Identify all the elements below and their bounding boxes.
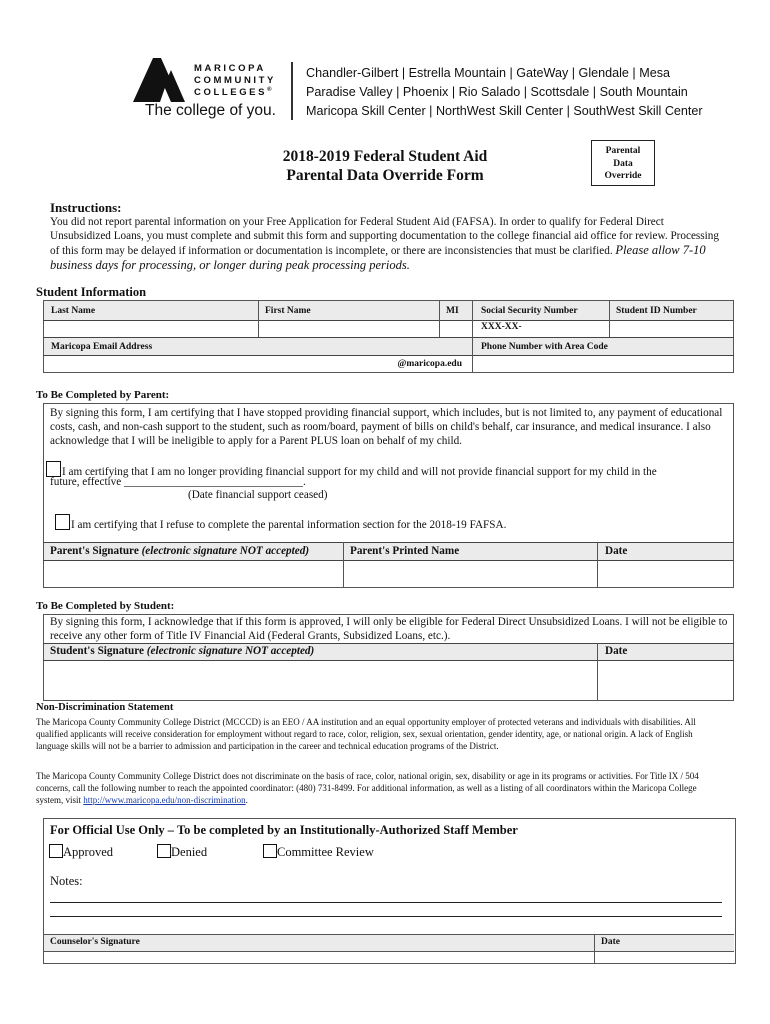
logo-text-colleges: COLLEGES®	[194, 87, 272, 98]
form-badge	[591, 140, 655, 186]
option-no-support-text: I am certifying that I am no longer providing financial support for my child and will not provide financial support for my child in the	[62, 466, 657, 478]
committee-label: Committee Review	[277, 845, 374, 859]
student-info-heading: Student Information	[36, 285, 147, 299]
committee-checkbox[interactable]	[263, 844, 277, 858]
notes-line-1[interactable]	[50, 902, 722, 903]
nondiscrimination-heading: Non-Discrimination Statement	[36, 702, 174, 713]
official-use-heading: For Official Use Only – To be completed by an Institutionally-Authorized Staff Member	[50, 823, 518, 837]
logo-tagline: The college of you.	[145, 102, 276, 119]
ssn-field[interactable]: XXX-XX-	[481, 322, 522, 332]
denied-option[interactable]	[157, 844, 207, 860]
nondiscrimination-para-2	[36, 770, 726, 806]
parent-signature-field[interactable]	[44, 561, 342, 587]
logo-text-maricopa: MARICOPA	[194, 63, 266, 74]
denied-checkbox[interactable]	[157, 844, 171, 858]
student-sign-text: By signing this form, I acknowledge that if this form is approved, I will only be eligible for Federal Direct Unsubsidized Loans. I will not be eligible to receive any other form of Title IV Financial Aid (Federal Grants, Subsidized Loans, etc.).	[50, 616, 728, 642]
student-sign-heading: To Be Completed by Student:	[36, 600, 175, 612]
parent-sig-note: (electronic signature NOT accepted)	[141, 545, 310, 557]
refuse-checkbox[interactable]	[55, 514, 70, 530]
parent-certify-text: By signing this form, I am certifying that I have stopped providing financial support, which includes, but is not limited to, any payment of educational costs, cash, and non-cash support to the student, such as room/board, payment of bills on child's behalf, car insurance, and medical insurance. I also acknowledge that I will be ineligible to apply for a Parent PLUS loan on behalf of my child.	[50, 407, 723, 447]
colleges-row-3: Maricopa Skill Center | NorthWest Skill Center | SouthWest Skill Center	[306, 104, 703, 118]
instructions-heading: Instructions:	[50, 200, 122, 215]
notes-label: Notes:	[50, 874, 83, 888]
counselor-date-label: Date	[601, 937, 620, 947]
badge-line-3: Override	[604, 171, 642, 181]
parent-date-field[interactable]	[598, 561, 733, 587]
student-id-label: Student ID Number	[616, 306, 697, 316]
phone-label: Phone Number with Area Code	[481, 342, 608, 352]
colleges-row-1: Chandler-Gilbert | Estrella Mountain | GateWay | Glendale | Mesa	[306, 66, 671, 80]
email-field[interactable]	[44, 356, 462, 372]
counselor-signature-field[interactable]	[44, 952, 593, 963]
phone-field[interactable]	[473, 356, 733, 372]
ssn-label: Social Security Number	[481, 306, 578, 316]
email-suffix: @maricopa.edu	[397, 359, 462, 369]
committee-option[interactable]	[263, 844, 374, 860]
counselor-sig-header	[44, 934, 734, 952]
nondiscrimination-para-1: The Maricopa County Community College District (MCCCD) is an EEO / AA institution and an equal opportunity employer of protected veterans and individuals with disabilities. All qualified applicants will receive consideration for employment without regard to race, color, religion, sex, sexual orientation, gender identity, age, or national origin. A lack of English language skills will not be a barrier to admission and participation in the career and technical education programs of the District.	[36, 717, 696, 751]
student-signature-field[interactable]	[44, 661, 596, 700]
badge-line-1: Parental	[605, 146, 641, 156]
parent-signature-label	[50, 545, 309, 557]
parent-sig-label-text: Parent's Signature	[50, 545, 142, 557]
last-name-label: Last Name	[51, 306, 96, 316]
nondiscrimination-period: .	[245, 795, 248, 805]
student-sig-label-text: Student's Signature	[50, 645, 147, 657]
student-date-field[interactable]	[598, 661, 733, 700]
mi-label: MI	[446, 306, 459, 316]
nondiscrimination-para-2-text: The Maricopa County Community College District does not discriminate on the basis of race, color, national origin, sex, disability or age in its programs or activities. For Title IX / 504 concerns, call the following number to reach the appointed coordinator: (480) 731-8499. For additional information, as well as a listing of all coordinators within the Maricopa College system, visit	[36, 771, 699, 805]
form-title-line-2: Parental Data Override Form	[286, 167, 484, 184]
email-label: Maricopa Email Address	[51, 342, 153, 352]
student-date-label: Date	[605, 645, 628, 657]
parent-heading: To Be Completed by Parent:	[36, 389, 170, 401]
maricopa-logo-icon	[133, 56, 195, 104]
approved-option[interactable]	[49, 844, 113, 860]
student-id-field[interactable]	[610, 321, 733, 336]
first-name-field[interactable]	[259, 321, 438, 336]
colleges-row-2: Paradise Valley | Phoenix | Rio Salado | Scottsdale | South Mountain	[306, 85, 688, 99]
parent-sig-divider-top	[43, 542, 734, 543]
student-row-divider-2	[43, 337, 734, 338]
student-signature-label	[50, 645, 314, 657]
effective-date-caption: (Date financial support ceased)	[188, 489, 328, 501]
student-sig-note: (electronic signature NOT accepted)	[146, 645, 315, 657]
header-divider	[291, 62, 293, 120]
logo-text-community: COMMUNITY	[194, 75, 276, 86]
approved-label: Approved	[63, 845, 113, 859]
effective-date-line[interactable]: future, effective ________________________________.	[50, 476, 306, 488]
student-sig-divider-top	[43, 643, 734, 644]
badge-line-2: Data	[613, 158, 633, 169]
counselor-signature-label: Counselor's Signature	[50, 937, 140, 947]
form-title-line-1: 2018-2019 Federal Student Aid	[282, 148, 488, 165]
approved-checkbox[interactable]	[49, 844, 63, 858]
instructions-text	[50, 215, 720, 273]
parent-printed-name-label: Parent's Printed Name	[350, 545, 460, 557]
denied-label: Denied	[171, 845, 208, 859]
instructions-emphasis: Please allow 7-10 business days for processing, or longer during peak processing periods.	[50, 243, 706, 272]
parent-printed-name-field[interactable]	[344, 561, 596, 587]
parent-date-label: Date	[605, 545, 628, 557]
first-name-label: First Name	[265, 306, 311, 316]
option-refuse	[55, 514, 506, 531]
nondiscrimination-link[interactable]: http://www.maricopa.edu/non-discrimination	[83, 795, 246, 805]
notes-line-2[interactable]	[50, 916, 722, 917]
last-name-field[interactable]	[44, 321, 257, 336]
option-refuse-text: I am certifying that I refuse to complete the parental information section for the 2018-19 FAFSA.	[71, 519, 507, 531]
counselor-date-field[interactable]	[595, 952, 734, 963]
no-support-checkbox[interactable]	[46, 461, 61, 477]
mi-field[interactable]	[440, 321, 471, 336]
instructions-body: You did not report parental information on your Free Application for Federal Student Aid (FAFSA). In order to qualify for Federal Direct Unsubsidized Loans, you must complete and submit this form and supporting documentation to the college financial aid office for review. Processing of this form may be delayed if information or documentation is incomplete, or there are inconsistencies that must be clarified.	[50, 216, 719, 257]
